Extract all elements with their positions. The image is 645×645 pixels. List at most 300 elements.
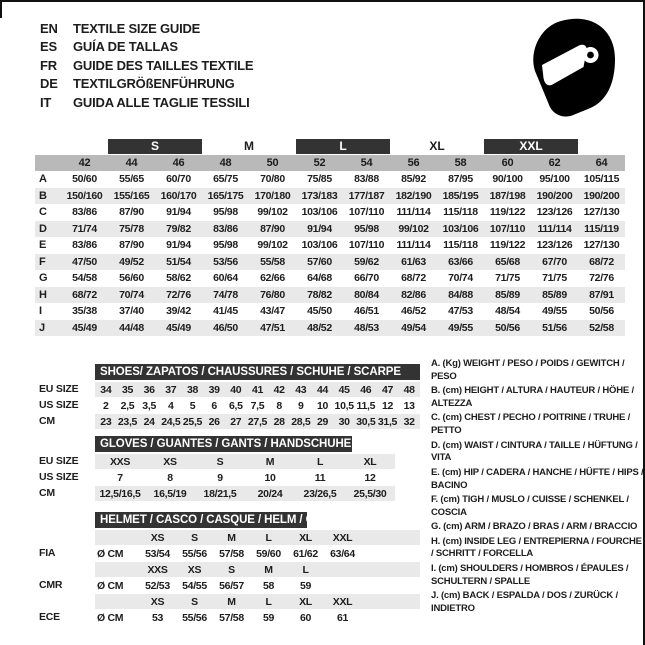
size-value: 8 — [167, 471, 173, 484]
size-value: 2,5 — [120, 399, 135, 412]
size-band-m: M — [244, 139, 254, 153]
size-band-xxl: XXL — [484, 139, 578, 154]
helmet-size-label: L — [265, 531, 272, 544]
size-column-header: 60 — [501, 157, 514, 169]
language-list — [40, 20, 253, 112]
measure-value: 51/54 — [166, 255, 191, 268]
measure-row-label: E — [39, 239, 47, 252]
measure-value: 111/114 — [537, 222, 572, 235]
measure-value: 71/74 — [72, 222, 97, 235]
size-band-xl: XL — [429, 139, 445, 153]
size-value: 7 — [117, 471, 123, 484]
helmet-icon — [526, 16, 618, 118]
size-column-header: 46 — [172, 157, 185, 169]
measure-row-e — [35, 237, 625, 254]
size-value: L — [316, 455, 324, 468]
measure-value: 83/86 — [213, 222, 238, 235]
helmet-size-value: 55/56 — [182, 611, 207, 624]
measure-value: 49/52 — [119, 255, 144, 268]
measure-value: 82/86 — [401, 288, 426, 301]
measure-value: 68/72 — [589, 255, 614, 268]
size-column-header: 42 — [78, 157, 91, 169]
measure-value: 182/190 — [395, 189, 432, 202]
measure-value: 103/106 — [301, 239, 338, 252]
measure-value: 61/63 — [401, 255, 426, 268]
helmet-size-label: S — [191, 595, 198, 608]
measure-value: 85/92 — [401, 173, 426, 186]
measure-value: 45/49 — [166, 321, 191, 334]
language-row — [40, 20, 253, 38]
size-value: 6 — [211, 399, 217, 412]
size-value: 24,5 — [161, 415, 181, 428]
measure-value: 190/200 — [583, 189, 620, 202]
size-value: 23 — [100, 415, 112, 428]
measure-value: 105/115 — [583, 173, 620, 186]
shoes-table-row — [39, 382, 420, 397]
measure-value: 177/187 — [348, 189, 385, 202]
diameter-unit: Ø CM — [97, 579, 124, 592]
measure-value: 49/55 — [542, 305, 567, 318]
helmet-size-label: M — [227, 595, 236, 608]
measure-value: 48/54 — [495, 305, 520, 318]
measure-value: 70/74 — [119, 288, 144, 301]
language-row — [40, 75, 253, 93]
shoes-table-row — [39, 398, 420, 413]
size-value: XL — [363, 455, 377, 468]
measure-value: 155/165 — [113, 189, 150, 202]
language-code: IT — [40, 94, 52, 110]
size-value: M — [265, 455, 275, 468]
size-value: 40 — [230, 383, 242, 396]
size-column-header: 44 — [125, 157, 138, 169]
measure-value: 68/72 — [72, 288, 97, 301]
size-band-l: L — [296, 139, 390, 154]
measure-value: 43/47 — [260, 305, 285, 318]
row-label: EU SIZE — [39, 383, 79, 395]
language-code: FR — [40, 57, 57, 73]
measure-value: 47/53 — [448, 305, 473, 318]
page-border-left-tick — [0, 0, 2, 18]
size-value: 34 — [100, 383, 112, 396]
standard-label: CMR — [39, 579, 63, 591]
page-border-top — [0, 0, 645, 2]
measure-value: 115/118 — [443, 206, 478, 219]
measure-value: 111/114 — [396, 239, 431, 252]
measure-value: 71/75 — [542, 272, 567, 285]
helmet-size-value: 52/53 — [145, 579, 170, 592]
helmet-size-value: 53/54 — [145, 547, 170, 560]
measure-value: 190/200 — [536, 189, 573, 202]
measure-value: 62/66 — [260, 272, 285, 285]
legend-item: B. (cm) HEIGHT / ALTURA / HAUTEUR / HÖHE / ALTEZZA — [431, 385, 634, 409]
helmet-size-value: 57/58 — [219, 611, 244, 624]
size-value: 35 — [121, 383, 134, 396]
measure-value: 37/40 — [119, 305, 144, 318]
measure-value: 187/198 — [489, 189, 526, 202]
measure-row-d — [35, 221, 625, 238]
measure-value: 107/110 — [348, 206, 385, 219]
measure-value: 46/51 — [354, 305, 379, 318]
measure-value: 95/100 — [539, 173, 570, 186]
measure-value: 47/50 — [72, 255, 97, 268]
size-value: 31,5 — [377, 415, 398, 428]
size-column-header: 64 — [595, 157, 608, 169]
measure-value: 75/78 — [119, 222, 144, 235]
helmet-size-label: XS — [187, 563, 202, 576]
size-value: 25,5/30 — [353, 487, 387, 500]
measure-value: 107/110 — [489, 222, 526, 235]
helmet-sizes-row — [95, 530, 420, 545]
measure-value: 71/75 — [495, 272, 520, 285]
size-value: 37 — [165, 383, 177, 396]
measure-value: 75/85 — [307, 173, 332, 186]
size-value: 28,5 — [291, 415, 311, 428]
language-code: DE — [40, 76, 58, 92]
size-value: 9 — [298, 399, 304, 412]
measure-value: 165/175 — [207, 189, 244, 202]
helmet-table-title: HELMET / CASCO / CASQUE / HELM / CASCO — [95, 512, 307, 528]
size-value: 10,5 — [334, 399, 354, 412]
measure-value: 99/102 — [398, 222, 429, 235]
size-value: 27,5 — [247, 415, 268, 428]
size-column-header: 62 — [548, 157, 561, 169]
measure-row-c — [35, 204, 625, 221]
measure-value: 76/80 — [260, 288, 285, 301]
measure-value: 35/38 — [72, 305, 97, 318]
measure-value: 70/74 — [448, 272, 473, 285]
measure-value: 99/102 — [257, 206, 288, 219]
size-value: 16,5/19 — [153, 487, 187, 500]
measure-value: 72/76 — [166, 288, 191, 301]
helmet-size-label: XL — [299, 595, 312, 608]
helmet-size-label: XXL — [332, 531, 353, 544]
measure-value: 50/60 — [72, 173, 97, 186]
size-value: 18/21,5 — [203, 487, 237, 500]
legend-item: G. (cm) ARM / BRAZO / BRAS / ARM / BRACCIO — [431, 521, 638, 533]
language-row — [40, 38, 253, 56]
measure-value: 123/126 — [536, 206, 573, 219]
helmet-size-value: 59 — [262, 611, 275, 624]
size-column-header: 52 — [313, 157, 326, 169]
helmet-size-table — [39, 512, 420, 626]
size-value: 20/24 — [257, 487, 283, 500]
size-value: 47 — [381, 383, 394, 396]
legend-item: C. (cm) CHEST / PECHO / POITRINE / TRUHE / PETTO — [431, 412, 631, 437]
helmet-values-row-cmr — [39, 578, 420, 593]
size-value: 7,5 — [250, 399, 265, 412]
row-label: CM — [39, 487, 55, 499]
language-title: TEXTILE SIZE GUIDE — [73, 21, 201, 36]
helmet-values-row-fia — [39, 546, 420, 561]
measure-value: 79/82 — [166, 222, 191, 235]
gloves-size-table — [39, 436, 405, 502]
measure-value: 103/106 — [442, 222, 479, 235]
size-value: 5 — [189, 399, 196, 412]
helmet-size-label: XS — [150, 595, 165, 608]
gloves-table-row — [39, 470, 395, 485]
measure-row-f — [35, 254, 625, 271]
measure-value: 54/58 — [72, 272, 97, 285]
measure-value: 91/94 — [166, 206, 191, 219]
size-value: 11 — [314, 471, 326, 484]
measure-value: 90/100 — [492, 173, 523, 186]
size-value: 9 — [217, 471, 223, 484]
shoes-size-table — [39, 364, 420, 430]
measure-value: 66/70 — [354, 272, 379, 285]
measurement-legend — [431, 358, 644, 617]
measure-value: 80/84 — [354, 288, 379, 301]
language-title: GUÍA DE TALLAS — [73, 39, 178, 55]
helmet-size-label: XL — [299, 531, 312, 544]
measure-value: 83/88 — [354, 173, 379, 186]
measure-value: 107/110 — [348, 239, 385, 252]
size-value: 26 — [208, 415, 220, 428]
size-value: 25,5 — [182, 415, 203, 428]
measure-value: 58/62 — [166, 272, 191, 285]
size-value: 12 — [364, 471, 376, 484]
language-code: EN — [40, 21, 58, 36]
measure-value: 83/86 — [72, 206, 97, 219]
measure-value: 41/45 — [213, 305, 238, 318]
row-label: US SIZE — [39, 399, 79, 411]
legend-item: J. (cm) BACK / ESPALDA / DOS / ZURÜCK / INDIETRO — [431, 589, 618, 614]
measure-row-label: I — [39, 305, 42, 318]
measure-value: 52/58 — [589, 321, 614, 334]
size-value: 38 — [186, 383, 199, 396]
legend-item: F. (cm) TIGH / MUSLO / CUISSE / SCHENKEL / COSCIA — [431, 493, 629, 518]
row-label: EU SIZE — [39, 455, 79, 467]
helmet-sizes-row — [95, 594, 420, 609]
size-value: XS — [163, 455, 177, 468]
band-spacer — [578, 139, 625, 154]
size-value: 39 — [208, 383, 220, 396]
size-value: 48 — [403, 383, 415, 396]
size-value: 12,5/16,5 — [99, 487, 141, 500]
gloves-table-row — [39, 454, 395, 469]
measure-value: 103/106 — [301, 206, 338, 219]
size-value: 3,5 — [142, 399, 156, 412]
shoes-table-row — [39, 414, 420, 429]
measure-value: 45/49 — [72, 321, 97, 334]
measure-value: 150/160 — [66, 189, 103, 202]
size-column-header: 48 — [219, 157, 232, 169]
measure-value: 91/94 — [166, 239, 191, 252]
size-value: 32 — [403, 415, 415, 428]
measure-value: 123/126 — [536, 239, 573, 252]
measure-value: 95/98 — [354, 222, 379, 235]
measure-value: 45/50 — [307, 305, 332, 318]
helmet-size-label: M — [264, 563, 273, 576]
band-spacer — [61, 139, 108, 154]
measure-row-label: G — [39, 272, 48, 285]
row-label: US SIZE — [39, 471, 79, 483]
size-value: 2 — [103, 399, 109, 412]
size-value: 24 — [143, 415, 155, 428]
measure-value: 46/50 — [213, 321, 238, 334]
measure-value: 60/64 — [213, 272, 238, 285]
measure-value: 68/72 — [401, 272, 426, 285]
helmet-size-value: 59 — [299, 579, 312, 592]
size-value: XXS — [109, 455, 131, 468]
helmet-size-value: 57/58 — [219, 547, 244, 560]
measure-row-b — [35, 188, 625, 205]
helmet-size-value: 58 — [262, 579, 275, 592]
size-column-header: 56 — [407, 157, 420, 169]
size-value: 46 — [360, 383, 372, 396]
helmet-values-row-ece — [39, 610, 420, 625]
size-value: 44 — [316, 383, 329, 396]
size-column-header: 50 — [266, 157, 279, 169]
language-title: GUIDE DES TAILLES TEXTILE — [73, 57, 254, 73]
measure-row-h — [35, 287, 625, 304]
measure-row-g — [35, 270, 625, 287]
measure-value: 55/65 — [119, 173, 144, 186]
measure-value: 111/114 — [396, 206, 431, 219]
gloves-table-row — [39, 486, 395, 501]
gloves-table-title: GLOVES / GUANTES / GANTS / HANDSCHUHE / GUANTI — [95, 436, 352, 452]
measure-value: 74/78 — [213, 288, 238, 301]
diameter-unit: Ø CM — [97, 547, 124, 560]
legend-item: I. (cm) SHOULDERS / HOMBROS / ÉPAULES / SCHULTERN / SPALLE — [431, 562, 629, 587]
measure-value: 87/90 — [119, 239, 144, 252]
measure-row-j — [35, 320, 625, 337]
legend-item: A. (Kg) WEIGHT / PESO / POIDS / GEWITCH / PESO — [431, 358, 625, 382]
helmet-size-value: 59/60 — [256, 547, 281, 560]
size-value: 27 — [230, 415, 242, 428]
size-column-header: 58 — [454, 157, 467, 169]
measure-value: 63/66 — [448, 255, 473, 268]
legend-item: H. (cm) INSIDE LEG / ENTREPIERNA / FOURCHE / SCHRITT / FORCELLA — [431, 535, 642, 560]
measure-value: 127/130 — [583, 206, 620, 219]
standard-label: FIA — [39, 547, 56, 559]
measure-value: 70/80 — [260, 173, 285, 186]
size-value: 41 — [251, 383, 264, 396]
size-value: 28 — [273, 415, 285, 428]
measure-row-i — [35, 303, 625, 320]
row-label: CM — [39, 415, 55, 427]
measure-value: 46/52 — [401, 305, 426, 318]
size-number-row — [35, 155, 625, 171]
measure-value: 115/119 — [584, 222, 619, 235]
helmet-size-label: S — [228, 563, 235, 576]
measure-row-label: J — [39, 321, 45, 334]
measure-value: 87/95 — [448, 173, 473, 186]
size-value: 36 — [143, 383, 155, 396]
measure-value: 185/195 — [442, 189, 479, 202]
measure-value: 91/94 — [307, 222, 332, 235]
measure-value: 95/98 — [213, 239, 238, 252]
measure-value: 115/118 — [443, 239, 478, 252]
measure-value: 99/102 — [257, 239, 288, 252]
measure-value: 65/68 — [495, 255, 520, 268]
helmet-size-value: 63/64 — [330, 547, 355, 560]
measure-value: 50/56 — [495, 321, 520, 334]
size-value: 23/26,5 — [303, 487, 337, 500]
measure-row-label: B — [39, 189, 47, 202]
legend-item: E. (cm) HIP / CADERA / HANCHE / HÜFTE / HIPS / BACINO — [431, 466, 644, 491]
size-value: 10 — [264, 471, 276, 484]
measure-value: 160/170 — [160, 189, 197, 202]
size-value: 11,5 — [356, 399, 376, 412]
language-row — [40, 94, 253, 112]
helmet-size-value: 60 — [299, 611, 312, 624]
helmet-size-value: 56/57 — [219, 579, 244, 592]
size-value: 8 — [276, 399, 282, 412]
measure-value: 59/62 — [354, 255, 379, 268]
measure-value: 53/56 — [213, 255, 238, 268]
size-value: 23,5 — [117, 415, 138, 428]
shoes-table-title: SHOES/ ZAPATOS / CHAUSSURES / SCHUHE / SCARPE — [95, 364, 420, 380]
size-value: 12 — [381, 399, 394, 412]
size-value: 10 — [316, 399, 329, 412]
helmet-size-label: L — [302, 563, 309, 576]
size-value: 29 — [316, 415, 329, 428]
size-value: 45 — [338, 383, 350, 396]
helmet-size-value: 54/55 — [182, 579, 207, 592]
size-column-header: 54 — [360, 157, 373, 169]
measure-row-label: A — [39, 173, 47, 186]
textile-size-table — [35, 139, 625, 336]
band-spacer — [35, 139, 61, 154]
measure-value: 60/70 — [166, 173, 191, 186]
size-value: 6,5 — [228, 399, 243, 412]
measure-value: 85/89 — [542, 288, 567, 301]
measure-value: 51/56 — [542, 321, 567, 334]
measure-value: 83/86 — [72, 239, 97, 252]
helmet-size-label: M — [227, 531, 236, 544]
measure-value: 173/183 — [301, 189, 338, 202]
measure-value: 64/68 — [307, 272, 332, 285]
measure-row-a — [35, 171, 625, 188]
measure-value: 49/54 — [401, 321, 426, 334]
measure-value: 56/60 — [119, 272, 144, 285]
helmet-size-value: 55/56 — [182, 547, 207, 560]
measure-value: 87/90 — [260, 222, 285, 235]
measure-value: 127/130 — [583, 239, 620, 252]
measure-value: 55/58 — [260, 255, 285, 268]
measure-value: 39/42 — [166, 305, 191, 318]
helmet-size-value: 61 — [336, 611, 349, 624]
measure-value: 50/56 — [589, 305, 614, 318]
helmet-size-label: XXL — [332, 595, 353, 608]
helmet-size-value: 53 — [151, 611, 164, 624]
measure-row-label: D — [39, 222, 47, 235]
size-value: 4 — [168, 399, 174, 412]
size-band-row — [35, 139, 625, 154]
size-value: 30,5 — [356, 415, 376, 428]
measure-value: 78/82 — [307, 288, 332, 301]
measure-value: 49/55 — [448, 321, 473, 334]
measure-value: 119/122 — [489, 206, 526, 219]
measure-row-label: H — [39, 288, 47, 301]
size-value: 13 — [403, 399, 415, 412]
helmet-size-value: 61/62 — [293, 547, 318, 560]
measure-value: 72/76 — [589, 272, 614, 285]
measure-value: 48/53 — [354, 321, 379, 334]
size-band-s: S — [108, 139, 202, 154]
language-title: GUIDA ALLE TAGLIE TESSILI — [73, 94, 250, 110]
size-value: 42 — [273, 383, 285, 396]
language-code: ES — [40, 39, 57, 55]
size-value: S — [216, 455, 224, 468]
language-title: TEXTILGRÖßENFÜHRUNG — [73, 76, 235, 92]
language-row — [40, 57, 253, 75]
measure-value: 95/98 — [213, 206, 238, 219]
measure-value: 47/51 — [260, 321, 285, 334]
measure-row-label: F — [39, 255, 46, 268]
helmet-size-label: XS — [150, 531, 165, 544]
measure-value: 57/60 — [307, 255, 332, 268]
